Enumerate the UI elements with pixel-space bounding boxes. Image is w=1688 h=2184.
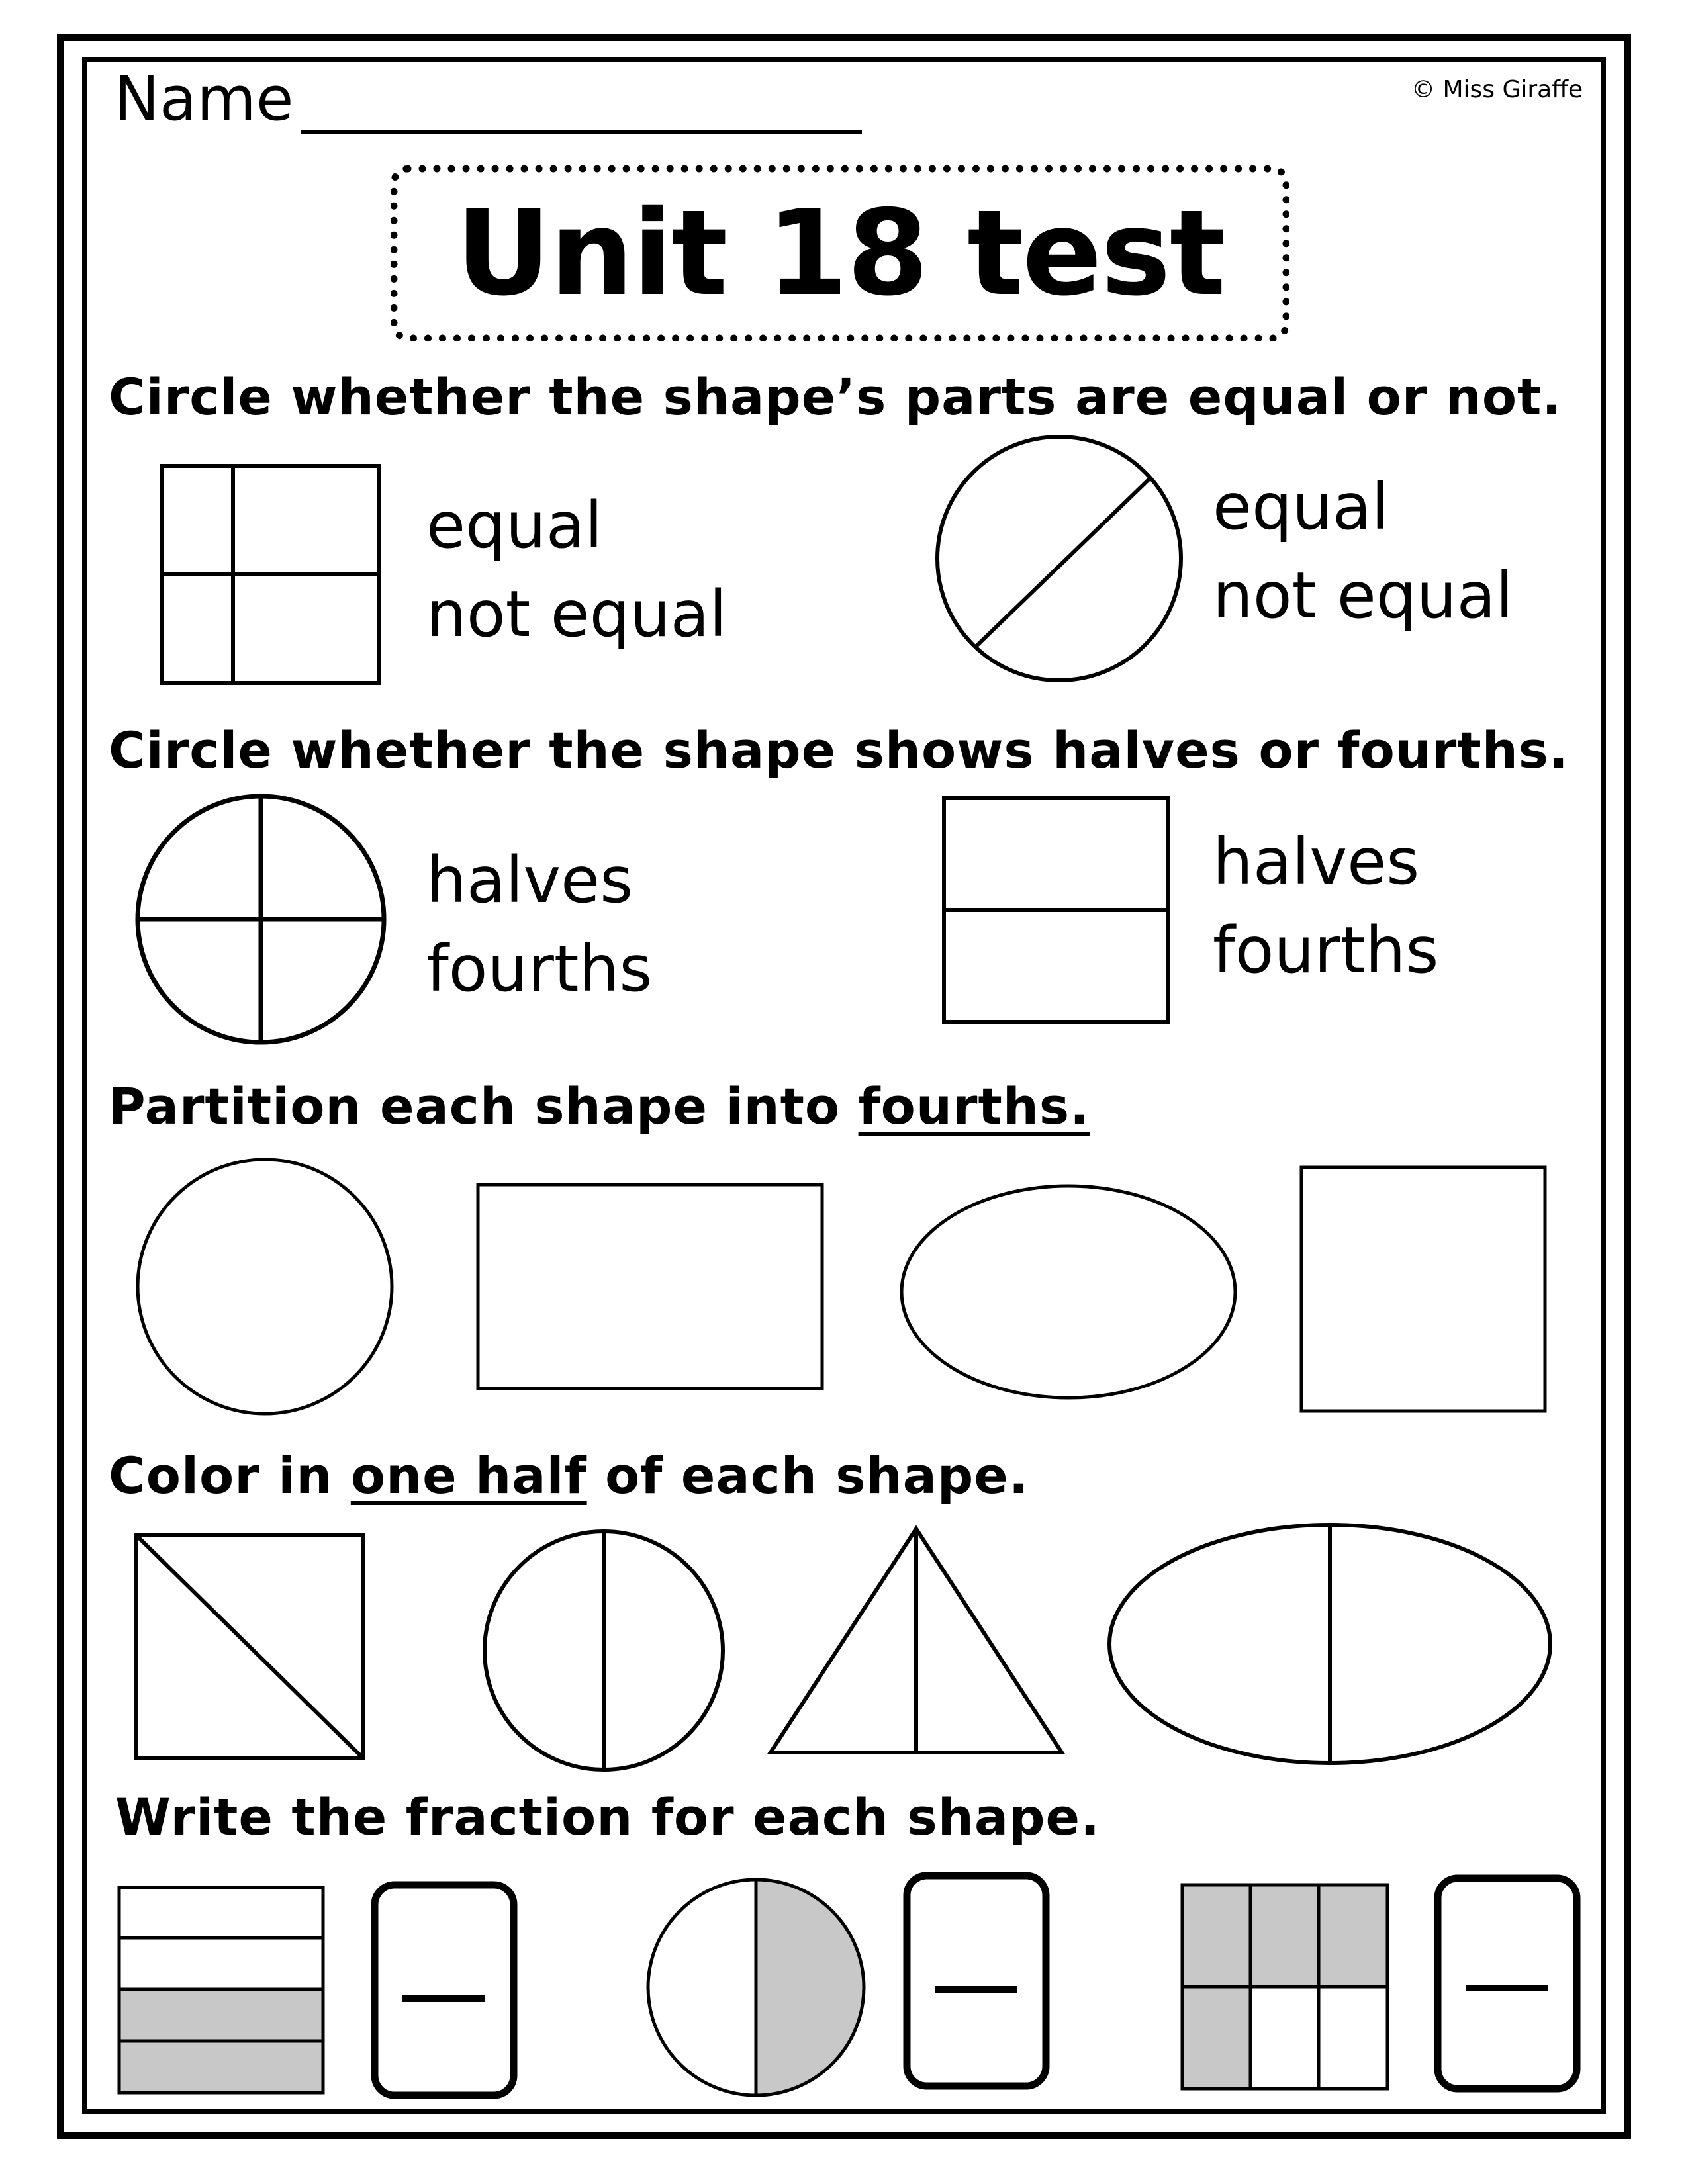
- partition-rectangle[interactable]: [478, 1185, 822, 1388]
- instruction-partition-emphasis: fourths.: [858, 1077, 1090, 1136]
- option-halves-1[interactable]: halves: [426, 843, 633, 917]
- instruction-color-suffix: of each shape.: [586, 1446, 1029, 1505]
- fraction-shape-circle: [648, 1880, 864, 2095]
- fraction-answer-box-2[interactable]: [907, 1876, 1046, 2086]
- color-oval-vertical[interactable]: [1109, 1525, 1550, 1763]
- instruction-write-fraction: Write the fraction for each shape.: [115, 1788, 1100, 1846]
- partition-square[interactable]: [1301, 1167, 1545, 1411]
- option-equal-2[interactable]: equal: [1213, 470, 1389, 544]
- partition-shapes: [138, 1160, 1545, 1414]
- option-halves-2[interactable]: halves: [1213, 825, 1420, 899]
- shape-square-unequal-parts: [162, 466, 379, 683]
- fraction-shape-rows: [119, 1888, 323, 2093]
- shape-rectangle-halves: [944, 798, 1168, 1022]
- option-fourths-1[interactable]: fourths: [426, 932, 653, 1006]
- page-title: Unit 18 test: [455, 185, 1225, 322]
- color-half-shapes: [136, 1525, 1550, 1770]
- color-triangle-vertical[interactable]: [771, 1529, 1062, 1752]
- instruction-color-prefix: Color in: [109, 1446, 351, 1505]
- color-circle-vertical[interactable]: [485, 1531, 723, 1770]
- instruction-equal-parts: Circle whether the shape’s parts are equal or not.: [109, 367, 1562, 426]
- option-fourths-2[interactable]: fourths: [1213, 913, 1439, 987]
- copyright-text: © Miss Giraffe: [1411, 76, 1583, 103]
- instruction-color-emphasis: one half: [350, 1446, 587, 1505]
- instruction-partition-text: Partition each shape into: [109, 1077, 859, 1136]
- fraction-answer-box-1[interactable]: [375, 1885, 514, 2095]
- option-equal-1[interactable]: equal: [426, 488, 603, 563]
- shape-circle-fourths: [138, 796, 384, 1042]
- instruction-halves-fourths: Circle whether the shape shows halves or fourths.: [109, 721, 1569, 780]
- partition-circle[interactable]: [138, 1160, 392, 1414]
- option-not-equal-2[interactable]: not equal: [1213, 559, 1514, 633]
- fraction-shape-grid: [1182, 1885, 1387, 2089]
- color-square-diagonal[interactable]: [136, 1535, 363, 1758]
- partition-oval[interactable]: [902, 1186, 1235, 1398]
- name-label: Name: [114, 64, 294, 134]
- option-not-equal-1[interactable]: not equal: [426, 577, 727, 651]
- fraction-answer-box-3[interactable]: [1438, 1878, 1577, 2089]
- shape-circle-unequal-line: [937, 437, 1181, 680]
